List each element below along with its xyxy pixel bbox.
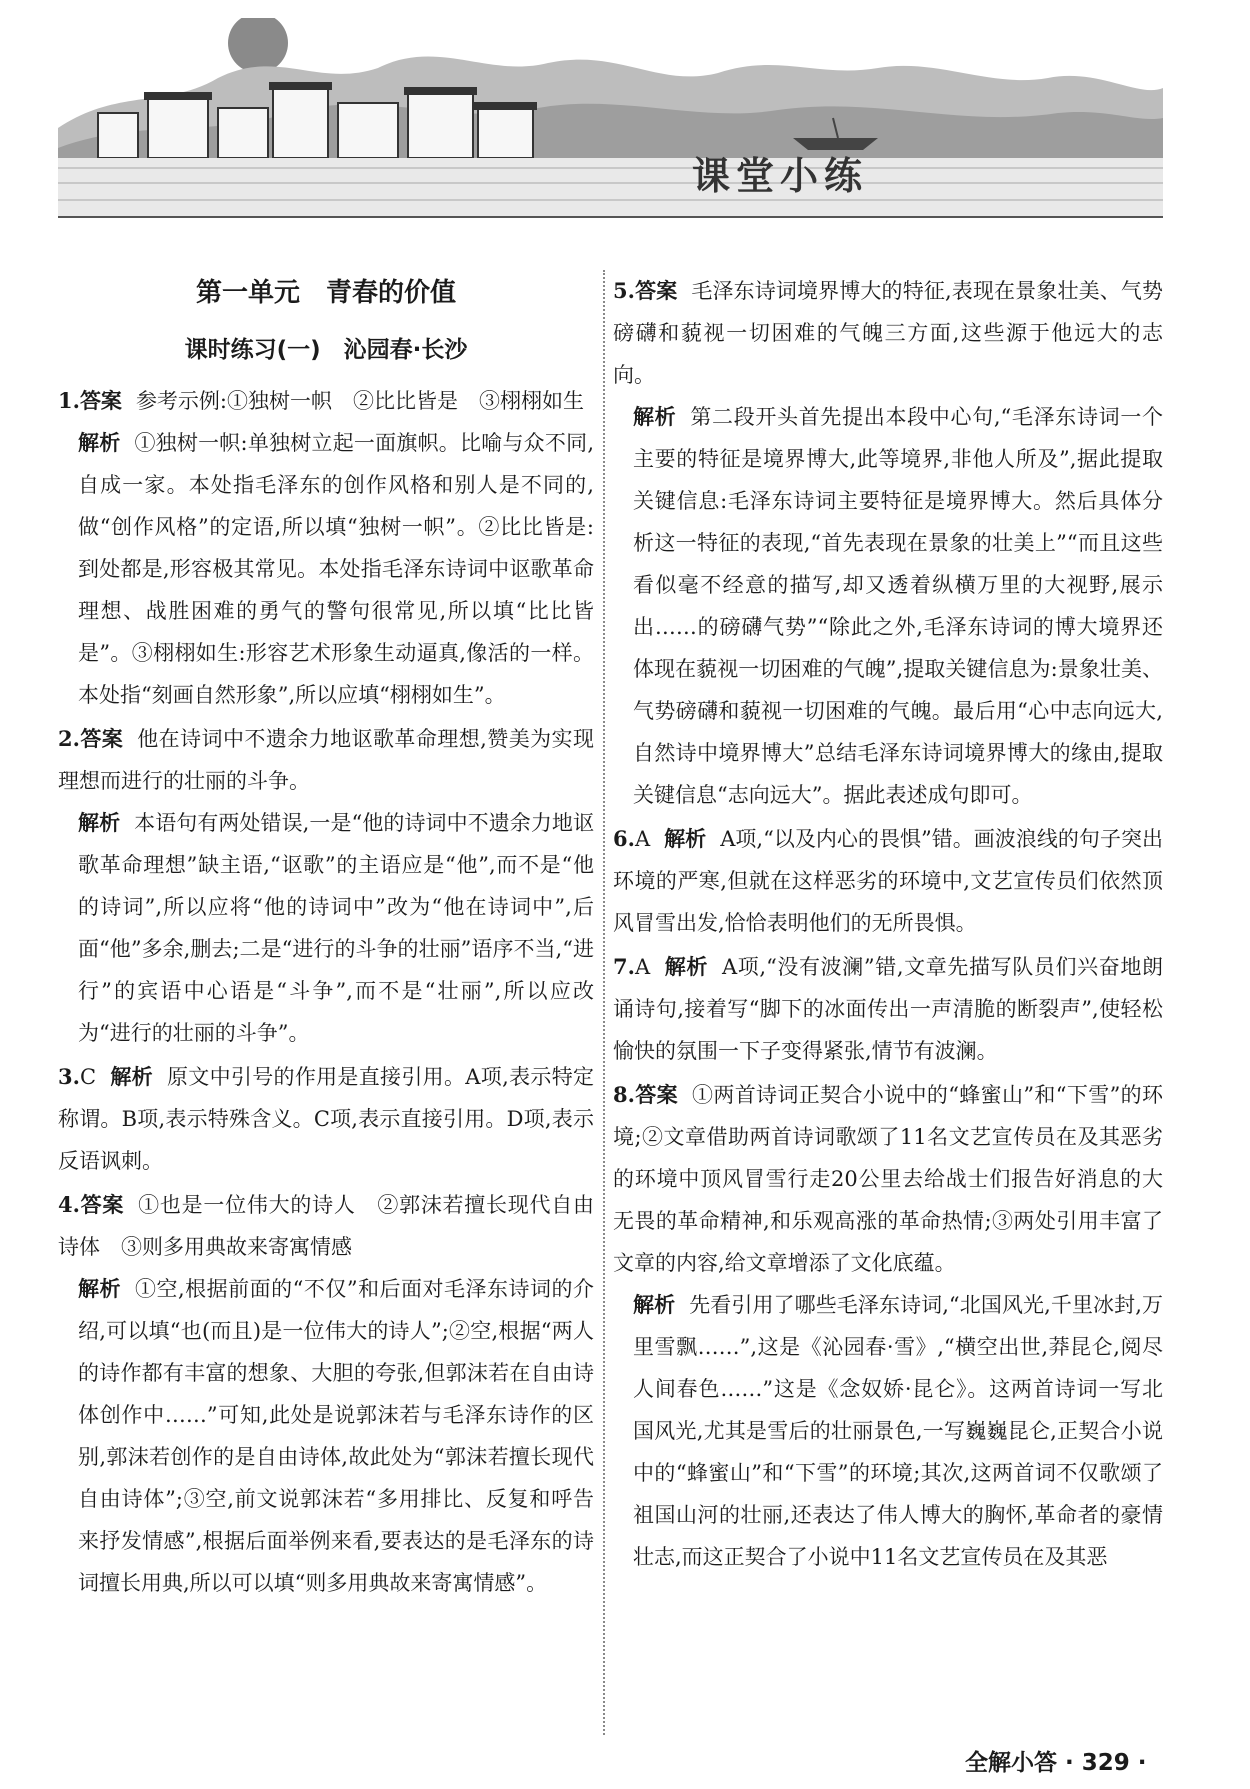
question-4 xyxy=(58,1184,594,1604)
header-banner-illustration xyxy=(58,18,1163,218)
analysis-text: ①空,根据前面的“不仅”和后面对毛泽东诗词的介绍,可以填“也(而且)是一位伟大的诗人”;②空,根据“两人的诗作都有丰富的想象、大胆的夸张,但郭沫若在自由诗体创作中……”可知,此处是说郭沫若与毛泽东诗作的区别,郭沫若创作的是自由诗体,故此处为“郭沫若擅长现代自由诗体”;③空,前文说郭沫若“多用排比、反复和呼告来抒发情感”,根据后面举例来看,要表达的是毛泽东的诗词擅长用典,所以可以填“则多用典故来寄寓情感”。 xyxy=(78,1277,595,1595)
analysis-text: A项,“以及内心的畏惧”错。画波浪线的句子突出环境的严寒,但就在这样恶劣的环境中,文艺宣传员们依然顶风冒雪出发,恰恰表明他们的无所畏惧。 xyxy=(613,827,1164,935)
question-number: 8. xyxy=(613,1082,635,1107)
question-number: 6. xyxy=(613,826,635,851)
analysis-text: 第二段开头首先提出本段中心句,“毛泽东诗词一个主要的特征是境界博大,此等境界,非他人所及”,据此提取关键信息:毛泽东诗词主要特征是境界博大。然后具体分析这一特征的表现,“首先表现在景象的壮美上”“而且这些看似毫不经意的描写,却又透着纵横万里的大视野,展示出……的磅礴气势”“除此之外,毛泽东诗词的博大境界还体现在藐视一切困难的气魄”,提取关键信息为:景象壮美、气势磅礴和藐视一切困难的气魄。最后用“心中志向远大,自然诗中境界博大”总结毛泽东诗词境界博大的缘由,提取关键信息“志向远大”。据此表述成句即可。 xyxy=(633,405,1163,807)
unit-title: 第一单元 青春的价值 xyxy=(195,278,456,308)
analysis-label: 解析 xyxy=(664,827,707,851)
question-number: 7. xyxy=(613,954,635,979)
banner-title: 课堂小练 xyxy=(692,154,869,198)
answer-label: 答案 xyxy=(79,727,124,751)
analysis-label: 解析 xyxy=(78,811,121,835)
question-7 xyxy=(613,946,1163,1072)
banner-divider xyxy=(58,216,1163,218)
question-number: 5. xyxy=(613,278,635,303)
question-5 xyxy=(613,270,1163,816)
answer-text: 毛泽东诗词境界博大的特征,表现在景象壮美、气势磅礴和藐视一切困难的气魄三方面,这些源于他远大的志向。 xyxy=(613,279,1163,387)
right-column xyxy=(613,270,1163,1578)
option-answer: A xyxy=(634,827,651,851)
answer-text: ①两首诗词正契合小说中的“蜂蜜山”和“下雪”的环境;②文章借助两首诗词歌颂了11名文艺宣传员在及其恶劣的环境中顶风冒雪行走20公里去给战士们报告好消息的大无畏的革命精神,和乐观高涨的革命热情;③两处引用丰富了文章的内容,给文章增添了文化底蕴。 xyxy=(613,1083,1163,1275)
analysis-label: 解析 xyxy=(633,1293,676,1317)
option-answer: C xyxy=(79,1065,97,1089)
answer-label: 答案 xyxy=(634,279,678,303)
question-3 xyxy=(58,1056,594,1182)
question-8 xyxy=(613,1074,1163,1578)
answer-text: 他在诗词中不遗余力地讴歌革命理想,赞美为实现理想而进行的壮丽的斗争。 xyxy=(58,727,594,793)
question-6 xyxy=(613,818,1163,944)
answer-label: 答案 xyxy=(79,389,122,413)
analysis-label: 解析 xyxy=(78,1277,121,1301)
analysis-label: 解析 xyxy=(78,431,121,455)
question-number: 2. xyxy=(58,726,80,751)
answer-text: 参考示例:①独树一帜 ②比比皆是 ③栩栩如生 xyxy=(135,389,585,413)
answer-label: 答案 xyxy=(634,1083,678,1107)
question-number: 3. xyxy=(58,1064,80,1089)
column-divider xyxy=(603,270,605,1735)
analysis-label: 解析 xyxy=(110,1065,153,1089)
answer-label: 答案 xyxy=(79,1193,125,1217)
page-footer: 全解小答 · 329 · xyxy=(965,1750,1147,1776)
analysis-label: 解析 xyxy=(664,955,708,979)
analysis-label: 解析 xyxy=(633,405,677,429)
analysis-text: 先看引用了哪些毛泽东诗词,“北国风光,千里冰封,万里雪飘……”,这是《沁园春·雪》,“横空出世,莽昆仑,阅尽人间春色……”这是《念奴娇·昆仑》。这两首诗词一写北国风光,尤其是雪后的壮丽景色,一写巍巍昆仑,正契合小说中的“蜂蜜山”和“下雪”的环境;其次,这两首词不仅歌颂了祖国山河的壮丽,还表达了伟人博大的胸怀,革命者的豪情壮志,而这正契合了小说中11名文艺宣传员在及其恶 xyxy=(633,1293,1164,1569)
question-number: 4. xyxy=(58,1192,80,1217)
question-1 xyxy=(58,380,594,716)
analysis-text: ①独树一帜:单独树立起一面旗帜。比喻与众不同,自成一家。本处指毛泽东的创作风格和别人是不同的,做“创作风格”的定语,所以填“独树一帜”。②比比皆是:到处都是,形容极其常见。本处指毛泽东诗词中讴歌革命理想、战胜困难的勇气的警句很常见,所以填“比比皆是”。③栩栩如生:形容艺术形象生动逼真,像活的一样。本处指“刻画自然形象”,所以应填“栩栩如生”。 xyxy=(78,431,594,707)
analysis-text: 原文中引号的作用是直接引用。A项,表示特定称谓。B项,表示特殊含义。C项,表示直接引用。D项,表示反语讽刺。 xyxy=(58,1065,595,1173)
question-number: 1. xyxy=(58,388,80,413)
analysis-text: A项,“没有波澜”错,文章先描写队员们兴奋地朗诵诗句,接着写“脚下的冰面传出一声清脆的断裂声”,使轻松愉快的氛围一下子变得紧张,情节有波澜。 xyxy=(613,955,1163,1063)
question-2 xyxy=(58,718,594,1054)
option-answer: A xyxy=(634,955,651,979)
left-column xyxy=(58,270,594,1604)
analysis-text: 本语句有两处错误,一是“他的诗词中不遗余力地讴歌革命理想”缺主语,“讴歌”的主语应是“他”,而不是“他的诗词”,所以应将“他的诗词中”改为“他在诗词中”,后面“他”多余,删去;二是“进行的斗争的壮丽”语序不当,“进行”的宾语中心语是“斗争”,而不是“壮丽”,所以应改为“进行的壮丽的斗争”。 xyxy=(78,811,594,1045)
answer-text: ①也是一位伟大的诗人 ②郭沫若擅长现代自由诗体 ③则多用典故来寄寓情感 xyxy=(58,1193,595,1259)
lesson-title: 课时练习(一) 沁园春·长沙 xyxy=(184,337,468,363)
